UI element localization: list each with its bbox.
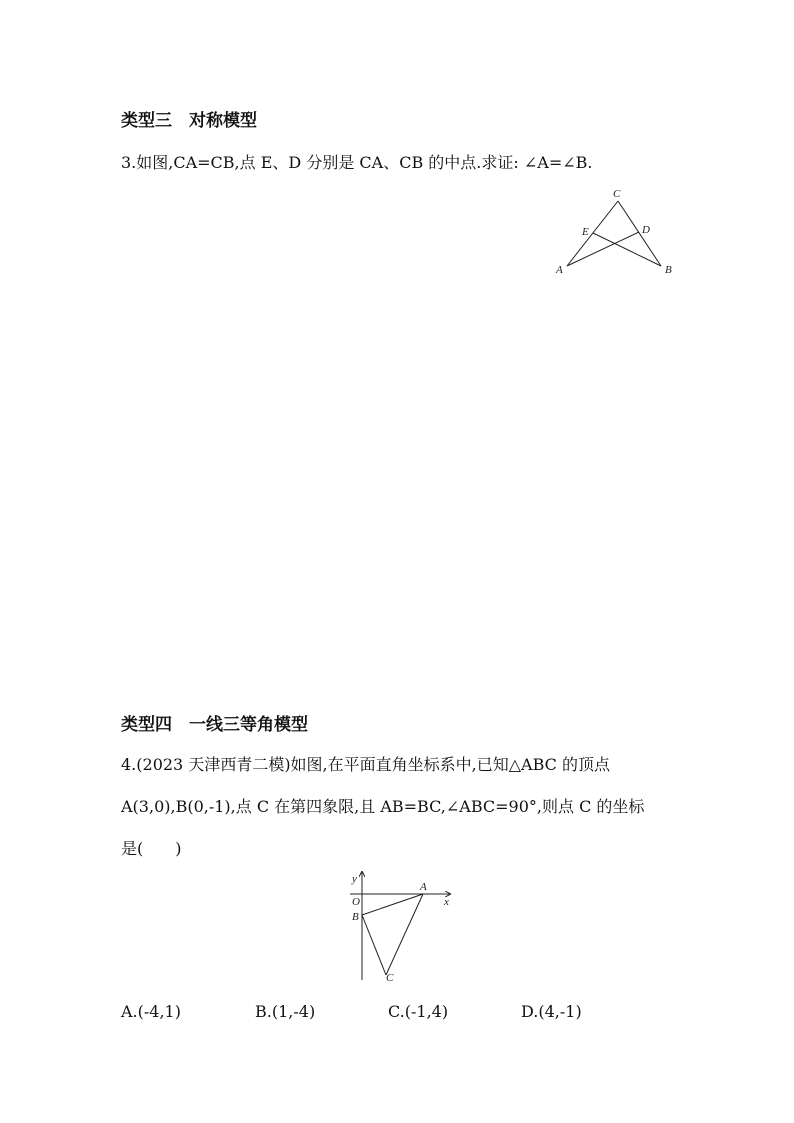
segment-bc xyxy=(362,915,386,975)
label-y: y xyxy=(352,873,357,885)
label-a: A xyxy=(420,881,427,893)
question-4-line-3: 是( ) xyxy=(121,839,182,858)
question-4-line-1: 4.(2023 天津西青二模)如图,在平面直角坐标系中,已知△ABC 的顶点 xyxy=(121,755,610,774)
label-a: A xyxy=(556,264,563,276)
question-4-line-2: A(3,0),B(0,-1),点 C 在第四象限,且 AB=BC,∠ABC=90°,则点 C 的坐标 xyxy=(121,797,645,816)
section-heading-type3: 类型三 对称模型 xyxy=(121,111,257,131)
triangle-figure xyxy=(550,184,685,279)
label-e: E xyxy=(582,226,589,238)
label-b: B xyxy=(352,911,359,923)
segment-ca xyxy=(567,201,618,266)
coordinate-figure xyxy=(340,868,460,988)
choice-a[interactable]: A.(-4,1) xyxy=(121,1002,181,1021)
segment-ac xyxy=(386,894,423,975)
label-o: O xyxy=(352,896,360,908)
label-x: x xyxy=(444,896,449,908)
segment-ad xyxy=(567,232,639,266)
label-c: C xyxy=(613,188,621,200)
choice-c[interactable]: C.(-1,4) xyxy=(388,1002,449,1021)
segment-cb xyxy=(618,201,661,266)
label-b: B xyxy=(665,264,672,276)
choice-d[interactable]: D.(4,-1) xyxy=(521,1002,582,1021)
choice-b[interactable]: B.(1,-4) xyxy=(255,1002,316,1021)
section-heading-type4: 类型四 一线三等角模型 xyxy=(121,715,308,735)
question-3-text: 3.如图,CA=CB,点 E、D 分别是 CA、CB 的中点.求证: ∠A=∠B. xyxy=(121,153,593,172)
label-d: D xyxy=(642,224,650,236)
segment-ab xyxy=(362,894,423,915)
label-c: C xyxy=(386,972,394,984)
